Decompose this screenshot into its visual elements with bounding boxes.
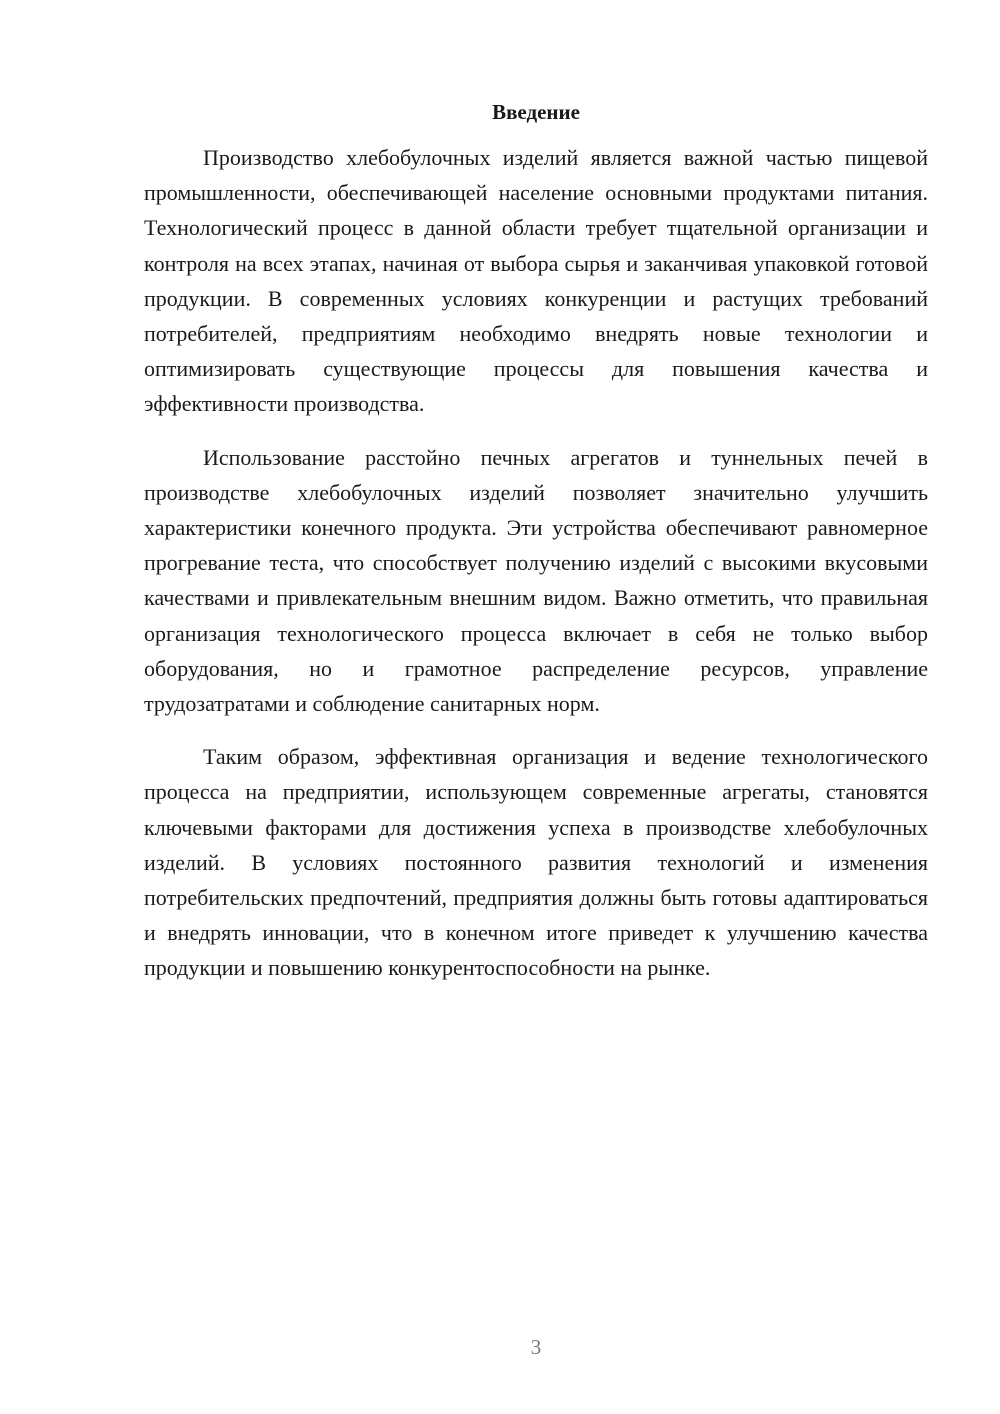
- paragraph-3: Таким образом, эффективная организация и ведение технологического процесса на предприятии, использующем современные агрегаты, становятся ключевыми факторами для достижения успеха в производстве хлебобулочных изделий. В условиях постоянного развития технологий и изменения потребительских предпочтений, предприятия должны быть готовы адаптироваться и внедрять инновации, что в конечном итоге приведет к улучшению качества продукции и повышению конкурентоспособности на рынке.: [144, 744, 928, 981]
- page-number: 3: [530, 1335, 542, 1359]
- body-text: [144, 140, 928, 1004]
- paragraph-1: Производство хлебобулочных изделий является важной частью пищевой промышленности, обеспечивающей население основными продуктами питания. Технологический процесс в данной области требует тщательной организации и контроля на всех этапах, начиная от выбора сырья и заканчивая упаковкой готовой продукции. В современных условиях конкуренции и растущих требований потребителей, предприятиям необходимо внедрять новые технологии и оптимизировать существующие процессы для повышения качества и эффективности производства.: [144, 145, 928, 417]
- paragraph-2: Использование расстойно печных агрегатов и туннельных печей в производстве хлебобулочных изделий позволяет значительно улучшить характеристики конечного продукта. Эти устройства обеспечивают равномерное прогревание теста, что способствует получению изделий с высокими вкусовыми качествами и привлекательным внешним видом. Важно отметить, что правильная организация технологического процесса включает в себя не только выбор оборудования, но и грамотное распределение ресурсов, управление трудозатратами и соблюдение санитарных норм.: [144, 444, 928, 717]
- section-heading: Введение: [492, 100, 580, 124]
